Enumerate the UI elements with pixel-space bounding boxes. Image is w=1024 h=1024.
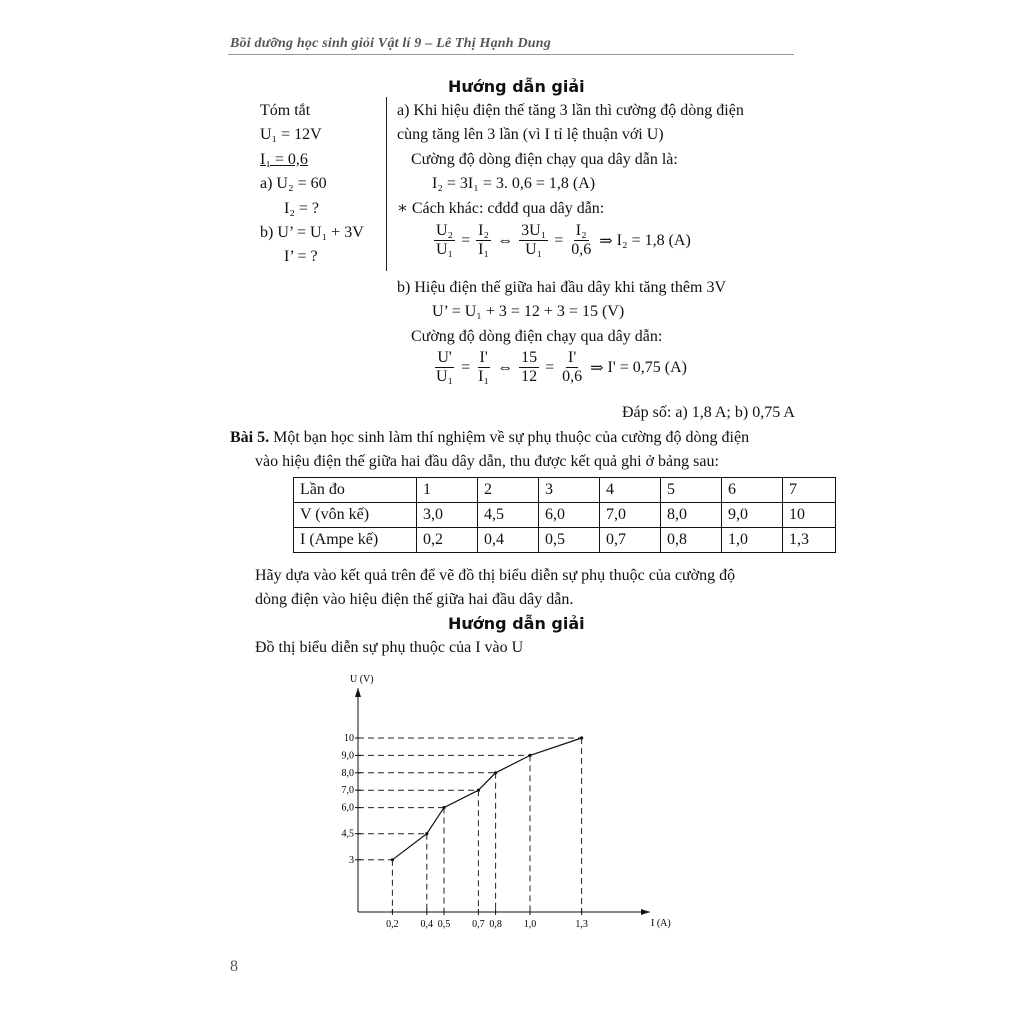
equation-1: $\frac{\text{U₂}}{\text{U₁}}$ = $\frac{\text{I₂}}{\text{I₁}}$ ⇔ $\frac{\text{3U₁}}{\text{U₁}}$ = $\frac{\text{I₂}}{0,6}$ ⇒ I₂ = 1,8 (A) [436, 222, 691, 258]
x-tick-label: 1,3 [575, 919, 588, 930]
solution-b-line2: U’ = U₁ + 3 = 12 + 3 = 15 (V) [432, 303, 625, 320]
eq2-frac-4: $\frac{I'}{0,6}$ [562, 349, 583, 385]
table-cell: 7 [783, 478, 836, 503]
y-tick-label: 8,0 [341, 767, 354, 779]
y-tick-label: 10 [344, 733, 354, 744]
bai5-intro-line2: vào hiệu điện thế giữa hai đầu dây dẫn, thu được kết quả ghi ở bảng sau: [255, 453, 719, 470]
y-tick-label: 9,0 [341, 750, 354, 762]
table-cell: 1,0 [722, 528, 783, 553]
guide-heading-1: Hướng dẫn giải [448, 77, 585, 96]
data-line [392, 738, 581, 860]
page-number: 8 [230, 958, 238, 975]
table-cell: 8,0 [661, 503, 722, 528]
final-answer: Đáp số: a) 1,8 A; b) 0,75 A [622, 404, 795, 421]
bai5-task-line1: Hãy dựa vào kết quả trên để vẽ đồ thị biểu diễn sự phụ thuộc của cường độ [255, 567, 736, 584]
table-cell: 9,0 [722, 503, 783, 528]
solution-a-line3: Cường độ dòng điện chạy qua dây dẫn là: [411, 151, 678, 168]
table-cell: 0,7 [600, 528, 661, 553]
table-cell: 4 [600, 478, 661, 503]
data-point [425, 832, 428, 835]
summary-b-i: I’ = ? [284, 248, 318, 265]
data-point [391, 858, 394, 861]
bai5-task-line2: dòng điện vào hiệu điện thế giữa hai đầu dây dẫn. [255, 591, 574, 608]
y-tick-label: 7,0 [341, 785, 354, 797]
table-cell: 3,0 [417, 503, 478, 528]
x-tick-label: 1,0 [523, 919, 537, 930]
summary-title: Tóm tắt [260, 102, 311, 119]
table-row-header: Lần đo [294, 478, 417, 503]
table-cell: 3 [539, 478, 600, 503]
table-cell: 6,0 [539, 503, 600, 528]
eq2-frac-3: $\frac{15}{12}$ [521, 349, 538, 385]
x-tick-label: 0,2 [386, 919, 399, 930]
data-point [477, 789, 480, 792]
table-row-header: I (Ampe kế) [294, 528, 417, 553]
x-tick-label: 0,4 [420, 919, 434, 930]
bai5-text1: Một bạn học sinh làm thí nghiệm về sự phụ thuộc của cường độ dòng điện [269, 429, 750, 446]
y-tick-label: 6,0 [341, 802, 354, 814]
eq1-frac-4: $\frac{\text{I₂}}{0,6}$ [571, 222, 592, 258]
table-cell: 1 [417, 478, 478, 503]
summary-u1: U₁ = 12V [260, 126, 322, 143]
bai5-label: Bài 5. [230, 429, 270, 446]
x-axis-label: I (A) [651, 918, 671, 929]
data-point [494, 771, 497, 774]
summary-a-u2: a) U₂ = 60 [260, 175, 327, 192]
eq1-frac-2: $\frac{\text{I₂}}{\text{I₁}}$ [478, 222, 490, 258]
solution-a-line2: cùng tăng lên 3 lần (vì I tỉ lệ thuận với U) [397, 126, 664, 143]
table-cell: 5 [661, 478, 722, 503]
eq2-frac-1: $\frac{U'}{\text{U₁}}$ [436, 349, 454, 385]
eq2-frac-2: $\frac{I'}{\text{I₁}}$ [478, 349, 490, 385]
solution-a-line1: a) Khi hiệu điện thế tăng 3 lần thì cường độ dòng điện [397, 102, 744, 119]
x-tick-label: 0,5 [437, 919, 451, 930]
eq2-result: I' = 0,75 (A) [607, 358, 687, 376]
solution-alt: ∗ Cách khác: cđdđ qua dây dẫn: [397, 200, 605, 217]
data-point [580, 736, 583, 739]
table-cell: 1,3 [783, 528, 836, 553]
x-tick-label: 0,8 [489, 919, 502, 930]
eq1-frac-3: $\frac{\text{3U₁}}{\text{U₁}}$ [521, 222, 547, 258]
eq1-result: I₂ = 1,8 (A) [616, 231, 691, 249]
summary-b-u: b) U’ = U₁ + 3V [260, 224, 364, 241]
graph-caption: Đồ thị biểu diễn sự phụ thuộc của I vào U [255, 639, 524, 656]
eq1-frac-1: $\frac{\text{U₂}}{\text{U₁}}$ [436, 222, 454, 258]
y-tick-label: 3 [349, 854, 354, 866]
y-axis-arrow [355, 688, 361, 697]
table-cell: 2 [478, 478, 539, 503]
table-cell: 4,5 [478, 503, 539, 528]
table-cell: 0,8 [661, 528, 722, 553]
table-cell: 10 [783, 503, 836, 528]
table-cell: 7,0 [600, 503, 661, 528]
table-cell: 0,4 [478, 528, 539, 553]
table-cell: 0,5 [539, 528, 600, 553]
solution-a-line4: I₂ = 3I₁ = 3. 0,6 = 1,8 (A) [432, 175, 596, 192]
y-axis-label: U (V) [350, 674, 374, 685]
data-point [442, 806, 445, 809]
summary-i1: I₁ = 0,6 [260, 151, 308, 168]
table-cell: 0,2 [417, 528, 478, 553]
solution-b-line3: Cường độ dòng điện chạy qua dây dẫn: [411, 328, 663, 345]
x-axis-arrow [641, 909, 650, 915]
summary-a-i2: I₂ = ? [284, 200, 320, 217]
table-cell: 6 [722, 478, 783, 503]
solution-b-line1: b) Hiệu điện thế giữa hai đầu dây khi tăng thêm 3V [397, 279, 727, 296]
y-tick-label: 4,5 [341, 828, 354, 840]
data-point [528, 754, 531, 757]
equation-2: $\frac{U'}{\text{U₁}}$ = $\frac{I'}{\text{I₁}}$ ⇔ $\frac{15}{12}$ = $\frac{I'}{0,6}$ ⇒ I' = 0,75 (A) [436, 349, 687, 385]
running-header: Bồi dưỡng học sinh giỏi Vật lí 9 – Lê Thị Hạnh Dung [230, 36, 551, 51]
x-tick-label: 0,7 [472, 919, 485, 930]
guide-heading-2: Hướng dẫn giải [448, 614, 585, 633]
table-row-header: V (vôn kế) [294, 503, 417, 528]
